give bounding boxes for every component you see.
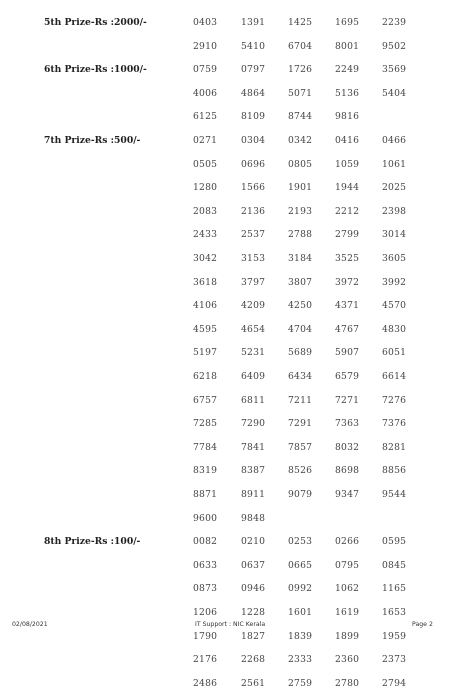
ticket-number: 0266 — [335, 536, 360, 548]
ticket-number: 3014 — [382, 229, 407, 241]
ticket-number: 3153 — [241, 253, 266, 264]
ticket-number: 1391 — [241, 17, 266, 28]
ticket-number: 2794 — [382, 677, 407, 689]
ticket-number: 1944 — [335, 182, 360, 194]
ticket-number: 4830 — [382, 323, 407, 335]
ticket-number: 0795 — [335, 559, 360, 571]
number-row — [0, 489, 452, 503]
ticket-number: 3525 — [335, 253, 360, 264]
ticket-number: 2433 — [193, 229, 218, 241]
ticket-number: 8319 — [193, 465, 218, 477]
prize-label: 8th Prize-Rs :100/- — [44, 536, 141, 548]
ticket-number: 0992 — [288, 583, 313, 595]
ticket-number: 2486 — [193, 677, 218, 689]
ticket-number: 1206 — [193, 607, 218, 618]
footer-page-number: Page 2 — [412, 621, 433, 628]
ticket-number: 7285 — [193, 418, 218, 430]
ticket-number: 2360 — [335, 654, 360, 666]
ticket-number: 0082 — [193, 536, 218, 548]
ticket-number: 3569 — [382, 64, 407, 76]
number-row — [0, 182, 452, 196]
ticket-number: 3992 — [382, 276, 407, 288]
ticket-number: 1165 — [382, 583, 407, 595]
ticket-number: 6579 — [335, 371, 360, 382]
number-row — [0, 88, 452, 102]
ticket-number: 4209 — [241, 300, 266, 312]
number-row — [0, 442, 452, 456]
ticket-number: 5689 — [288, 347, 313, 359]
ticket-number: 0271 — [193, 135, 218, 146]
ticket-number: 6218 — [193, 371, 218, 382]
ticket-number: 0797 — [241, 64, 266, 76]
ticket-number: 0253 — [288, 536, 313, 548]
footer-date: 02/08/2021 — [12, 621, 48, 628]
ticket-number: 8109 — [241, 111, 266, 123]
ticket-number: 1425 — [288, 17, 313, 28]
number-row — [0, 418, 452, 432]
ticket-number: 7841 — [241, 441, 266, 453]
ticket-number: 1062 — [335, 583, 360, 595]
ticket-number: 2083 — [193, 205, 218, 217]
ticket-number: 7376 — [382, 418, 407, 430]
ticket-number: 2193 — [288, 205, 313, 217]
ticket-number: 5136 — [335, 87, 360, 99]
ticket-number: 2212 — [335, 205, 360, 217]
number-row — [0, 41, 452, 55]
ticket-number: 2398 — [382, 205, 407, 217]
ticket-number: 5071 — [288, 87, 313, 99]
ticket-number: 2537 — [241, 229, 266, 241]
ticket-number: 9079 — [288, 489, 313, 500]
ticket-number: 0633 — [193, 559, 218, 571]
ticket-number: 8871 — [193, 489, 218, 500]
ticket-number: 0873 — [193, 583, 218, 595]
ticket-number: 0595 — [382, 536, 407, 548]
ticket-number: 2249 — [335, 64, 360, 76]
ticket-number: 0805 — [288, 158, 313, 170]
ticket-number: 0845 — [382, 559, 407, 571]
ticket-number: 3042 — [193, 253, 218, 264]
ticket-number: 5231 — [241, 347, 266, 359]
ticket-number: 5404 — [382, 87, 407, 99]
number-row — [0, 229, 452, 243]
number-row — [0, 135, 452, 149]
ticket-number: 2025 — [382, 182, 407, 194]
ticket-number: 9848 — [241, 512, 266, 524]
ticket-number: 4570 — [382, 300, 407, 312]
ticket-number: 3618 — [193, 276, 218, 288]
ticket-number: 0946 — [241, 583, 266, 595]
number-row — [0, 159, 452, 173]
ticket-number: 4704 — [288, 323, 313, 335]
ticket-number: 9600 — [193, 512, 218, 524]
number-row — [0, 631, 452, 645]
number-row — [0, 678, 452, 692]
ticket-number: 0304 — [241, 135, 266, 146]
ticket-number: 1566 — [241, 182, 266, 194]
ticket-number: 4864 — [241, 87, 266, 99]
number-row — [0, 64, 452, 78]
ticket-number: 3184 — [288, 253, 313, 264]
ticket-number: 0342 — [288, 135, 313, 146]
ticket-number: 1790 — [193, 630, 218, 642]
ticket-number: 8387 — [241, 465, 266, 477]
prize-label: 5th Prize-Rs :2000/- — [44, 17, 147, 28]
ticket-number: 1726 — [288, 64, 313, 76]
ticket-number: 4106 — [193, 300, 218, 312]
number-row — [0, 583, 452, 597]
ticket-number: 9502 — [382, 40, 407, 52]
prize-label: 7th Prize-Rs :500/- — [44, 135, 141, 146]
ticket-number: 9816 — [335, 111, 360, 123]
ticket-number: 8744 — [288, 111, 313, 123]
ticket-number: 8698 — [335, 465, 360, 477]
ticket-number: 9347 — [335, 489, 360, 500]
ticket-number: 2788 — [288, 229, 313, 241]
ticket-number: 6614 — [382, 371, 407, 382]
ticket-number: 6125 — [193, 111, 218, 123]
number-row — [0, 536, 452, 550]
ticket-number: 8526 — [288, 465, 313, 477]
ticket-number: 1899 — [335, 630, 360, 642]
ticket-number: 0505 — [193, 158, 218, 170]
ticket-number: 0637 — [241, 559, 266, 571]
ticket-number: 1827 — [241, 630, 266, 642]
number-row — [0, 654, 452, 668]
ticket-number: 2910 — [193, 40, 218, 52]
ticket-number: 0696 — [241, 158, 266, 170]
ticket-number: 3807 — [288, 276, 313, 288]
ticket-number: 6409 — [241, 371, 266, 382]
ticket-number: 8911 — [241, 489, 266, 500]
number-row — [0, 347, 452, 361]
ticket-number: 9544 — [382, 489, 407, 500]
ticket-number: 8032 — [335, 441, 360, 453]
ticket-number: 2239 — [382, 17, 407, 28]
ticket-number: 5197 — [193, 347, 218, 359]
ticket-number: 7857 — [288, 441, 313, 453]
ticket-number: 7271 — [335, 394, 360, 406]
ticket-number: 0210 — [241, 536, 266, 548]
ticket-number: 0665 — [288, 559, 313, 571]
ticket-number: 1228 — [241, 607, 266, 618]
ticket-number: 2780 — [335, 677, 360, 689]
ticket-number: 7291 — [288, 418, 313, 430]
ticket-number: 1280 — [193, 182, 218, 194]
ticket-number: 6434 — [288, 371, 313, 382]
ticket-number: 8001 — [335, 40, 360, 52]
ticket-number: 4767 — [335, 323, 360, 335]
footer-support: IT Support : NIC Kerala — [195, 621, 266, 628]
ticket-number: 6811 — [241, 394, 266, 406]
ticket-number: 1619 — [335, 607, 360, 618]
ticket-number: 0759 — [193, 64, 218, 76]
ticket-number: 7290 — [241, 418, 266, 430]
number-row — [0, 395, 452, 409]
ticket-number: 8281 — [382, 441, 407, 453]
number-row — [0, 513, 452, 527]
ticket-number: 4250 — [288, 300, 313, 312]
ticket-number: 1601 — [288, 607, 313, 618]
number-row — [0, 371, 452, 385]
ticket-number: 2268 — [241, 654, 266, 666]
ticket-number: 5907 — [335, 347, 360, 359]
ticket-number: 7211 — [288, 394, 313, 406]
number-row — [0, 324, 452, 338]
ticket-number: 5410 — [241, 40, 266, 52]
number-row — [0, 17, 452, 31]
ticket-number: 7784 — [193, 441, 218, 453]
ticket-number: 6757 — [193, 394, 218, 406]
ticket-number: 2176 — [193, 654, 218, 666]
ticket-number: 1839 — [288, 630, 313, 642]
ticket-number: 1059 — [335, 158, 360, 170]
ticket-number: 1061 — [382, 158, 407, 170]
ticket-number: 4654 — [241, 323, 266, 335]
ticket-number: 2373 — [382, 654, 407, 666]
ticket-number: 8856 — [382, 465, 407, 477]
ticket-number: 2136 — [241, 205, 266, 217]
ticket-number: 2759 — [288, 677, 313, 689]
ticket-number: 1959 — [382, 630, 407, 642]
ticket-number: 4371 — [335, 300, 360, 312]
ticket-number: 4006 — [193, 87, 218, 99]
ticket-number: 1901 — [288, 182, 313, 194]
ticket-number: 4595 — [193, 323, 218, 335]
number-row — [0, 253, 452, 267]
ticket-number: 3605 — [382, 253, 407, 264]
ticket-number: 1653 — [382, 607, 407, 618]
ticket-number: 7276 — [382, 394, 407, 406]
prize-label: 6th Prize-Rs :1000/- — [44, 64, 147, 76]
number-row — [0, 560, 452, 574]
ticket-number: 7363 — [335, 418, 360, 430]
ticket-number: 3797 — [241, 276, 266, 288]
ticket-number: 2333 — [288, 654, 313, 666]
number-row — [0, 111, 452, 125]
ticket-number: 6051 — [382, 347, 407, 359]
ticket-number: 2799 — [335, 229, 360, 241]
ticket-number: 3972 — [335, 276, 360, 288]
ticket-number: 2561 — [241, 677, 266, 689]
ticket-number: 0416 — [335, 135, 360, 146]
ticket-number: 0466 — [382, 135, 407, 146]
number-row — [0, 277, 452, 291]
ticket-number: 1695 — [335, 17, 360, 28]
number-row — [0, 300, 452, 314]
number-row — [0, 607, 452, 621]
number-row — [0, 465, 452, 479]
number-row — [0, 206, 452, 220]
ticket-number: 6704 — [288, 40, 313, 52]
ticket-number: 0403 — [193, 17, 218, 28]
